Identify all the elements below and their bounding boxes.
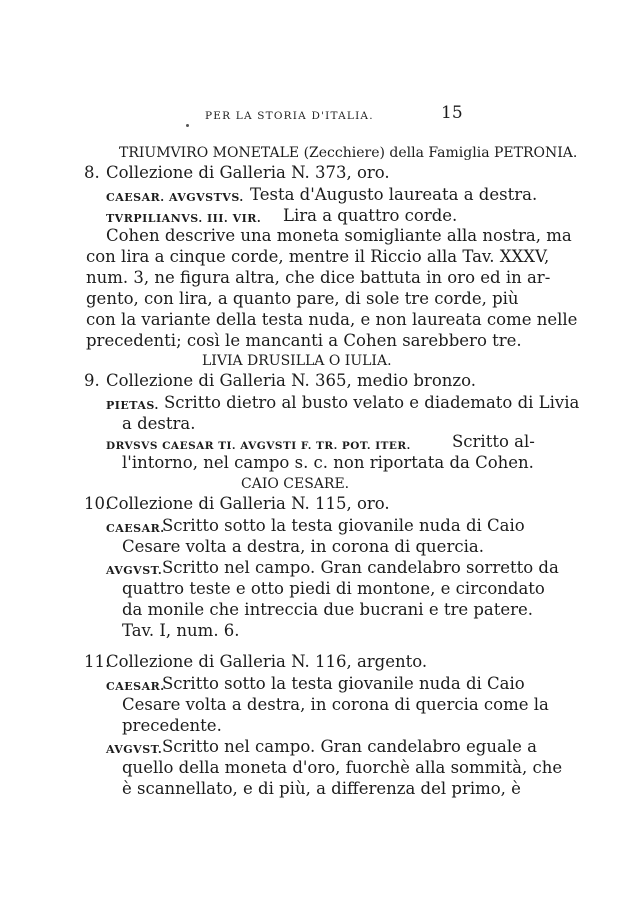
section-heading-caio: CAIO CESARE. bbox=[241, 476, 350, 492]
running-title: PER LA STORIA D'ITALIA. bbox=[205, 110, 374, 122]
note-line: gento, con lira, a quanto pare, di sole tre corde, più bbox=[86, 289, 519, 308]
section-heading-petronia: TRIUMVIRO MONETALE (Zecchiere) della Famiglia PETRONIA. bbox=[119, 145, 578, 161]
legend-text: Testa d'Augusto laureata a destra. bbox=[250, 185, 538, 204]
legend-continuation: a destra. bbox=[122, 414, 196, 433]
legend-label: CAESAR. bbox=[106, 522, 165, 535]
note-line: Cohen descrive una moneta somigliante alla nostra, ma bbox=[106, 226, 572, 245]
ink-speck bbox=[186, 124, 189, 127]
legend-text: Scritto sotto la testa giovanile nuda di Caio bbox=[162, 674, 525, 693]
legend-continuation: da monile che intreccia due bucrani e tre patere. bbox=[122, 600, 534, 619]
legend-continuation: quattro teste e otto piedi di montone, e circondato bbox=[122, 579, 545, 598]
legend-continuation: precedente. bbox=[122, 716, 222, 735]
legend-text: Scritto nel campo. Gran candelabro eguale a bbox=[162, 737, 537, 756]
legend-continuation: è scannellato, e di più, a differenza del primo, è bbox=[122, 779, 521, 798]
legend-text: Scritto nel campo. Gran candelabro sorretto da bbox=[162, 558, 559, 577]
legend-label: AVGVST. bbox=[106, 743, 163, 756]
legend-continuation: Cesare volta a destra, in corona di quercia. bbox=[122, 537, 484, 556]
legend-label: AVGVST. bbox=[106, 564, 163, 577]
legend-label: PIETAS. bbox=[106, 399, 159, 412]
legend-label: CAESAR. AVGVSTVS. bbox=[106, 191, 244, 204]
legend-label: CAESAR. bbox=[106, 680, 165, 693]
legend-text: Lira a quattro corde. bbox=[283, 206, 458, 225]
legend-label: DRVSVS CAESAR TI. AVGVSTI F. TR. POT. ITER. bbox=[106, 440, 411, 452]
entry-number: 8. bbox=[84, 163, 100, 182]
legend-label: TVRPILIANVS. III. VIR. bbox=[106, 212, 262, 225]
legend-text: Scritto al- bbox=[452, 432, 535, 451]
entry-title: Collezione di Galleria N. 373, oro. bbox=[106, 163, 390, 182]
legend-text: Scritto dietro al busto velato e diademato di Livia bbox=[164, 393, 580, 412]
note-line: con lira a cinque corde, mentre il Riccio alla Tav. XXXV, bbox=[86, 247, 550, 266]
entry-number: 9. bbox=[84, 371, 100, 390]
entry-number: 11. bbox=[84, 652, 111, 671]
note-line: num. 3, ne figura altra, che dice battuta in oro ed in ar- bbox=[86, 268, 551, 287]
note-line: con la variante della testa nuda, e non laureata come nelle bbox=[86, 310, 578, 329]
note-line: precedenti; così le mancanti a Cohen sarebbero tre. bbox=[86, 331, 522, 350]
legend-continuation: quello della moneta d'oro, fuorchè alla sommità, che bbox=[122, 758, 563, 777]
entry-title: Collezione di Galleria N. 116, argento. bbox=[106, 652, 428, 671]
page-number: 15 bbox=[441, 103, 463, 123]
legend-text: Scritto sotto la testa giovanile nuda di Caio bbox=[162, 516, 525, 535]
legend-continuation: Tav. I, num. 6. bbox=[122, 621, 240, 640]
entry-title: Collezione di Galleria N. 115, oro. bbox=[106, 494, 390, 513]
legend-continuation: l'intorno, nel campo s. c. non riportata da Cohen. bbox=[122, 453, 534, 472]
legend-continuation: Cesare volta a destra, in corona di quercia come la bbox=[122, 695, 549, 714]
entry-title: Collezione di Galleria N. 365, medio bronzo. bbox=[106, 371, 476, 390]
section-heading-livia: LIVIA DRUSILLA O IULIA. bbox=[202, 353, 392, 369]
entry-number: 10. bbox=[84, 494, 111, 513]
